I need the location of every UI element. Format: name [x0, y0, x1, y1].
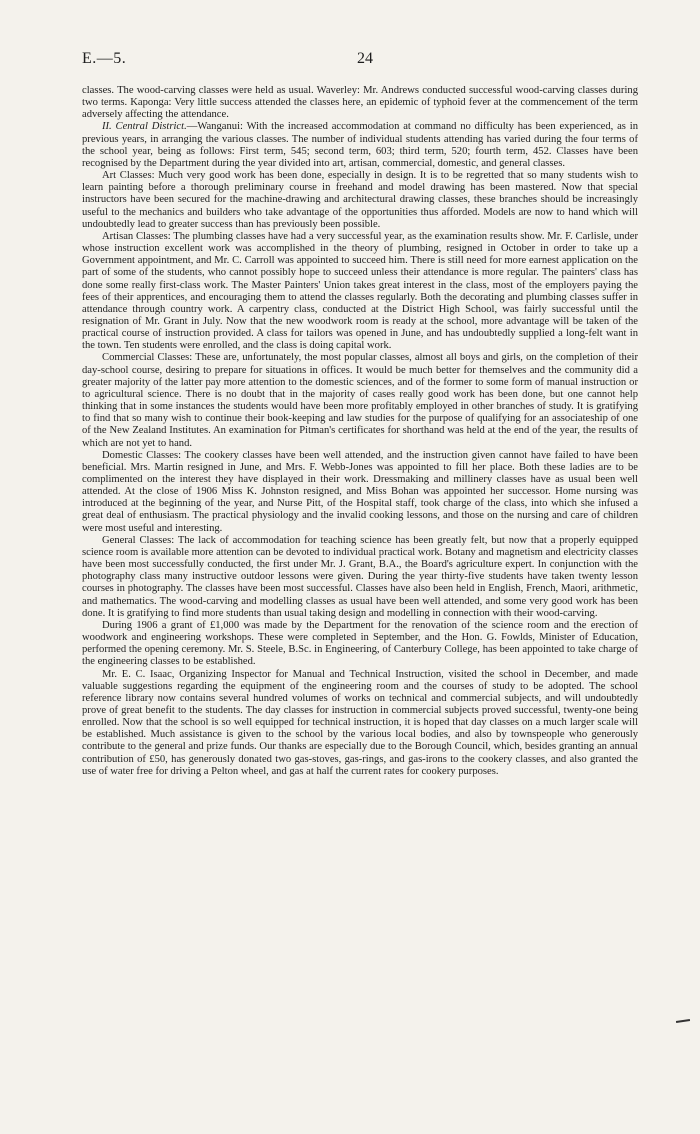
paragraph-text: —Wanganui: With the increased accommodation at command no difficulty has been experienced, as in previous years, in arranging the various classes. The number of individual students attending has varied during the four terms of the school year, being as follows: First term, 545; second term, 603; third term, 520; fourth term, 452. Classes have been recognised by the Department during the year divided into art, artisan, commercial, domestic, and general classes.	[82, 121, 638, 169]
paragraph-inspector-visit: Mr. E. C. Isaac, Organizing Inspector for Manual and Technical Instruction, visited the school in December, and made valuable suggestions regarding the equipment of the engineering room and the courses of study to be adopted. The school reference library now contains several hundred volumes of works on technical and commercial subjects, and will undoubtedly prove of great benefit to the students. The day classes for instruction in commercial subjects proved successful, twenty-one being enrolled. Now that the school is so well equipped for technical instruction, it is hoped that day classes on a much larger scale will be established. Much assistance is given to the school by the various local bodies, and also by townspeople who generously contribute to the general and prize funds. Our thanks are especially due to the Borough Council, which, besides granting an annual contribution of £50, has generously donated two gas-stoves, gas-rings, and gas-irons to the cookery classes, and also granted the use of water free for driving a Pelton wheel, and gas at half the current rates for cookery purposes.	[82, 668, 638, 777]
paragraph-central-district	[82, 121, 638, 170]
paragraph-grant-1906: During 1906 a grant of £1,000 was made by the Department for the renovation of the science room and the erection of woodwork and engineering workshops. These were completed in September, and the Hon. G. Fowlds, Minister of Education, performed the opening ceremony. Mr. S. Steele, B.Sc. in Engineering, of Canterbury College, has been appointed to take charge of the engineering classes to be established.	[82, 619, 638, 668]
document-reference: E.—5.	[82, 50, 127, 67]
page-header	[82, 50, 638, 72]
margin-mark	[676, 1019, 690, 1023]
paragraph-continuation: classes. The wood-carving classes were held as usual. Waverley: Mr. Andrews conducted successful wood-carving classes during two terms. Kaponga: Very little success attended the classes here, an epidemic of typhoid fever at the commencement of the term adversely affecting the attendance.	[82, 85, 638, 121]
section-heading: II. Central District.	[102, 121, 187, 133]
paragraph-general-classes: General Classes: The lack of accommodation for teaching science has been greatly felt, but now that a properly equipped science room is available more attention can be devoted to individual practical work. Botany and magnetism and electricity classes have been most successfully conducted, the first under Mr. J. Grant, B.A., the Board's agriculture expert. In conjunction with the photography class many instructive outdoor lessons were given. During the year thirty-five students have taken twenty lesson courses in photography. The classes have been most successful. Classes have also been held in English, French, Maori, arithmetic, and mathematics. The wood-carving and modelling classes as usual have been well attended, and some very good work has been done. It is gratifying to find more students than usual taking design and modelling in connection with their wood-carving.	[82, 534, 638, 619]
paragraph-domestic-classes: Domestic Classes: The cookery classes have been well attended, and the instruction given cannot have failed to have been beneficial. Mrs. Martin resigned in June, and Mrs. F. Webb-Jones was appointed to fill her place. Both these ladies are to be complimented on the interest they have displayed in their work. Dressmaking and millinery classes have as usual been well attended. At the close of 1906 Miss K. Johnston resigned, and Miss Bohan was appointed her successor. Home nursing was introduced at the beginning of the year, and Nurse Pitt, of the Hospital staff, took charge of the class, into which she infused a great deal of enthusiasm. The practical physiology and the invalid cooking lessons, and those on the nursing and care of children were most useful and interesting.	[82, 449, 638, 534]
paragraph-art-classes: Art Classes: Much very good work has been done, especially in design. It is to be regretted that so many students wish to learn painting before a thorough preliminary course in freehand and model drawing has been mastered. Now that special instructors have been secured for the machine-drawing and architectural drawing classes, these branches should be increasingly useful to the mechanics and builders who take advantage of the opportunities thus afforded. Models are now to hand which will undoubtedly lead to greater success than has previously been possible.	[82, 170, 638, 230]
paragraph-commercial-classes: Commercial Classes: These are, unfortunately, the most popular classes, almost all boys and girls, on the completion of their day-school course, desiring to prepare for situations in offices. It would be much better for themselves and the community did a greater majority of the latter pay more attention to the domestic sciences, and of the former to some form of manual instruction or to agricultural science. There is no doubt that in the majority of cases really good work has been done, but one cannot help thinking that in some instances the students would have been more profitably employed in other branches of study. It is gratifying to find that so many wish to continue their book-keeping and law studies for the purpose of qualifying for an associateship of one of the New Zealand Institutes. An examination for Pitman's certificates for shorthand was held at the end of the year, the results of which are not yet to hand.	[82, 352, 638, 449]
report-body	[82, 85, 638, 778]
page-number: 24	[357, 50, 373, 67]
paragraph-artisan-classes: Artisan Classes: The plumbing classes have had a very successful year, as the examination results show. Mr. F. Carlisle, under whose instruction excellent work was accomplished in the theory of plumbing, resigned in October in order to take up a Government appointment, and Mr. C. Carroll was appointed to succeed him. There is still need for more earnest application on the part of some of the students, who cannot possibly hope to succeed unless their attendance is more regular. The painters' class has done some really first-class work. The Master Painters' Union takes great interest in the class, most of the employers paying the fees of their apprentices, and encouraging them to attend the classes regularly. Both the decorating and plumbing classes suffer in attendance through country work. A carpentry class, conducted at the District High School, was fairly successful until the resignation of Mr. Grant in July. Now that the new woodwork room is ready at the school, more advantage will be taken of the practical course of instruction provided. A class for tailors was opened in June, and has undoubtedly supplied a long-felt want in the town. Ten students were enrolled, and the class is doing capital work.	[82, 230, 638, 352]
